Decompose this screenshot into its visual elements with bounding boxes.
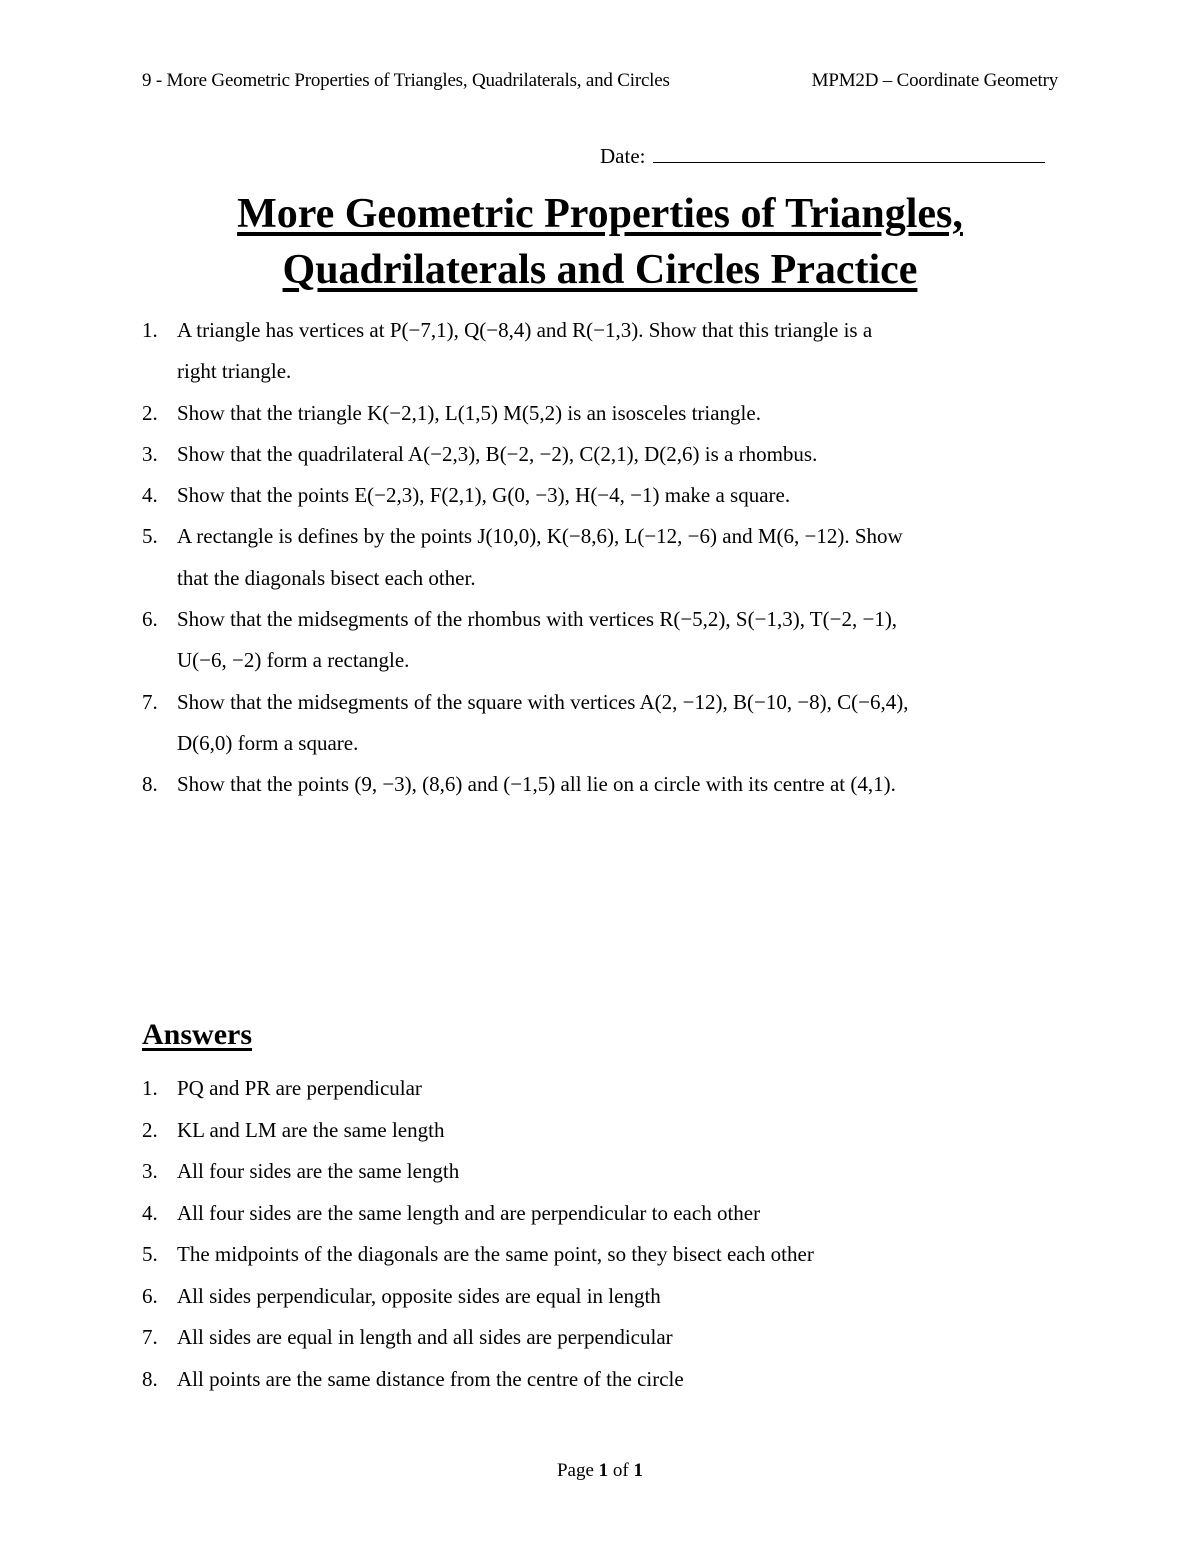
answer-number: 8. [142, 1366, 158, 1391]
answers-heading: Answers [142, 1018, 252, 1051]
question-text: Show that the points E(−2,3), F(2,1), G(0, −3), H(−4, −1) make a square. [177, 483, 791, 508]
header-left-text: 9 - More Geometric Properties of Triangles, Quadrilaterals, and Circles [142, 70, 670, 91]
title-line-1: More Geometric Properties of Triangles, [237, 191, 963, 237]
date-field [600, 144, 1060, 169]
question-number: 4. [142, 483, 158, 508]
page-title [0, 186, 1200, 298]
question-item [142, 475, 1062, 516]
question-line: D(6,0) form a square. [177, 730, 359, 755]
answer-text: All four sides are the same length [177, 1159, 460, 1183]
answer-number: 4. [142, 1200, 158, 1225]
question-line: U(−6, −2) form a rectangle. [177, 648, 410, 673]
footer-total-pages: 1 [633, 1460, 643, 1481]
header-right-text: MPM2D – Coordinate Geometry [811, 70, 1058, 91]
answer-item [142, 1110, 1062, 1152]
question-text [177, 682, 1062, 765]
question-number: 8. [142, 772, 158, 797]
answer-item [142, 1359, 1062, 1401]
question-number: 3. [142, 441, 158, 466]
answer-number: 2. [142, 1117, 158, 1142]
answer-list [142, 1068, 1062, 1400]
question-item [142, 516, 1062, 599]
question-text [177, 516, 1062, 599]
question-list [142, 310, 1062, 806]
answer-number: 7. [142, 1325, 158, 1349]
question-line: A triangle has vertices at P(−7,1), Q(−8,4) and R(−1,3). Show that this triangle is a [177, 318, 873, 342]
answer-item [142, 1068, 1062, 1110]
answer-number: 3. [142, 1159, 158, 1183]
question-item [142, 434, 1062, 475]
question-item [142, 682, 1062, 765]
question-number: 1. [142, 318, 158, 342]
question-text: Show that the quadrilateral A(−2,3), B(−2, −2), C(2,1), D(2,6) is a rhombus. [177, 441, 818, 466]
question-item [142, 310, 1062, 393]
question-number: 2. [142, 400, 158, 425]
answer-item [142, 1317, 1062, 1359]
answer-number: 1. [142, 1076, 158, 1100]
question-item [142, 599, 1062, 682]
question-item [142, 393, 1062, 434]
question-line: Show that the midsegments of the square with vertices A(2, −12), B(−10, −8), C(−6,4), [177, 689, 909, 714]
answer-item [142, 1276, 1062, 1318]
answer-item [142, 1151, 1062, 1193]
question-text [177, 599, 1062, 682]
footer-current-page: 1 [598, 1460, 609, 1481]
question-number: 6. [142, 607, 158, 632]
answer-item [142, 1193, 1062, 1235]
answer-text: PQ and PR are perpendicular [177, 1076, 422, 1100]
page-header [142, 70, 1058, 92]
question-number: 5. [142, 524, 158, 549]
question-text: Show that the points (9, −3), (8,6) and (−1,5) all lie on a circle with its centre at (4,1). [177, 772, 896, 797]
footer-page-word: Page [556, 1460, 594, 1481]
answer-text: All points are the same distance from the centre of the circle [177, 1366, 684, 1391]
question-item [142, 764, 1062, 805]
footer-of-word: of [612, 1460, 629, 1481]
question-number: 7. [142, 689, 158, 714]
answer-number: 5. [142, 1242, 158, 1266]
answer-item [142, 1234, 1062, 1276]
answer-number: 6. [142, 1283, 158, 1308]
date-label: Date: [600, 144, 646, 168]
question-line: that the diagonals bisect each other. [177, 565, 476, 590]
answer-text: The midpoints of the diagonals are the same point, so they bisect each other [177, 1242, 814, 1266]
date-blank-line [653, 144, 1045, 163]
question-line: A rectangle is defines by the points J(10,0), K(−8,6), L(−12, −6) and M(6, −12). Show [177, 524, 903, 549]
page-footer [0, 1460, 1200, 1482]
answer-text: All sides are equal in length and all sides are perpendicular [177, 1325, 673, 1349]
question-line: Show that the midsegments of the rhombus with vertices R(−5,2), S(−1,3), T(−2, −1), [177, 607, 898, 632]
answer-text: KL and LM are the same length [177, 1117, 445, 1142]
question-text [177, 310, 1062, 393]
title-line-2: Quadrilaterals and Circles Practice [282, 247, 918, 293]
question-line: right triangle. [177, 359, 292, 384]
answer-text: All four sides are the same length and are perpendicular to each other [177, 1200, 761, 1225]
question-text: Show that the triangle K(−2,1), L(1,5) M(5,2) is an isosceles triangle. [177, 400, 761, 425]
answer-text: All sides perpendicular, opposite sides are equal in length [177, 1283, 661, 1308]
